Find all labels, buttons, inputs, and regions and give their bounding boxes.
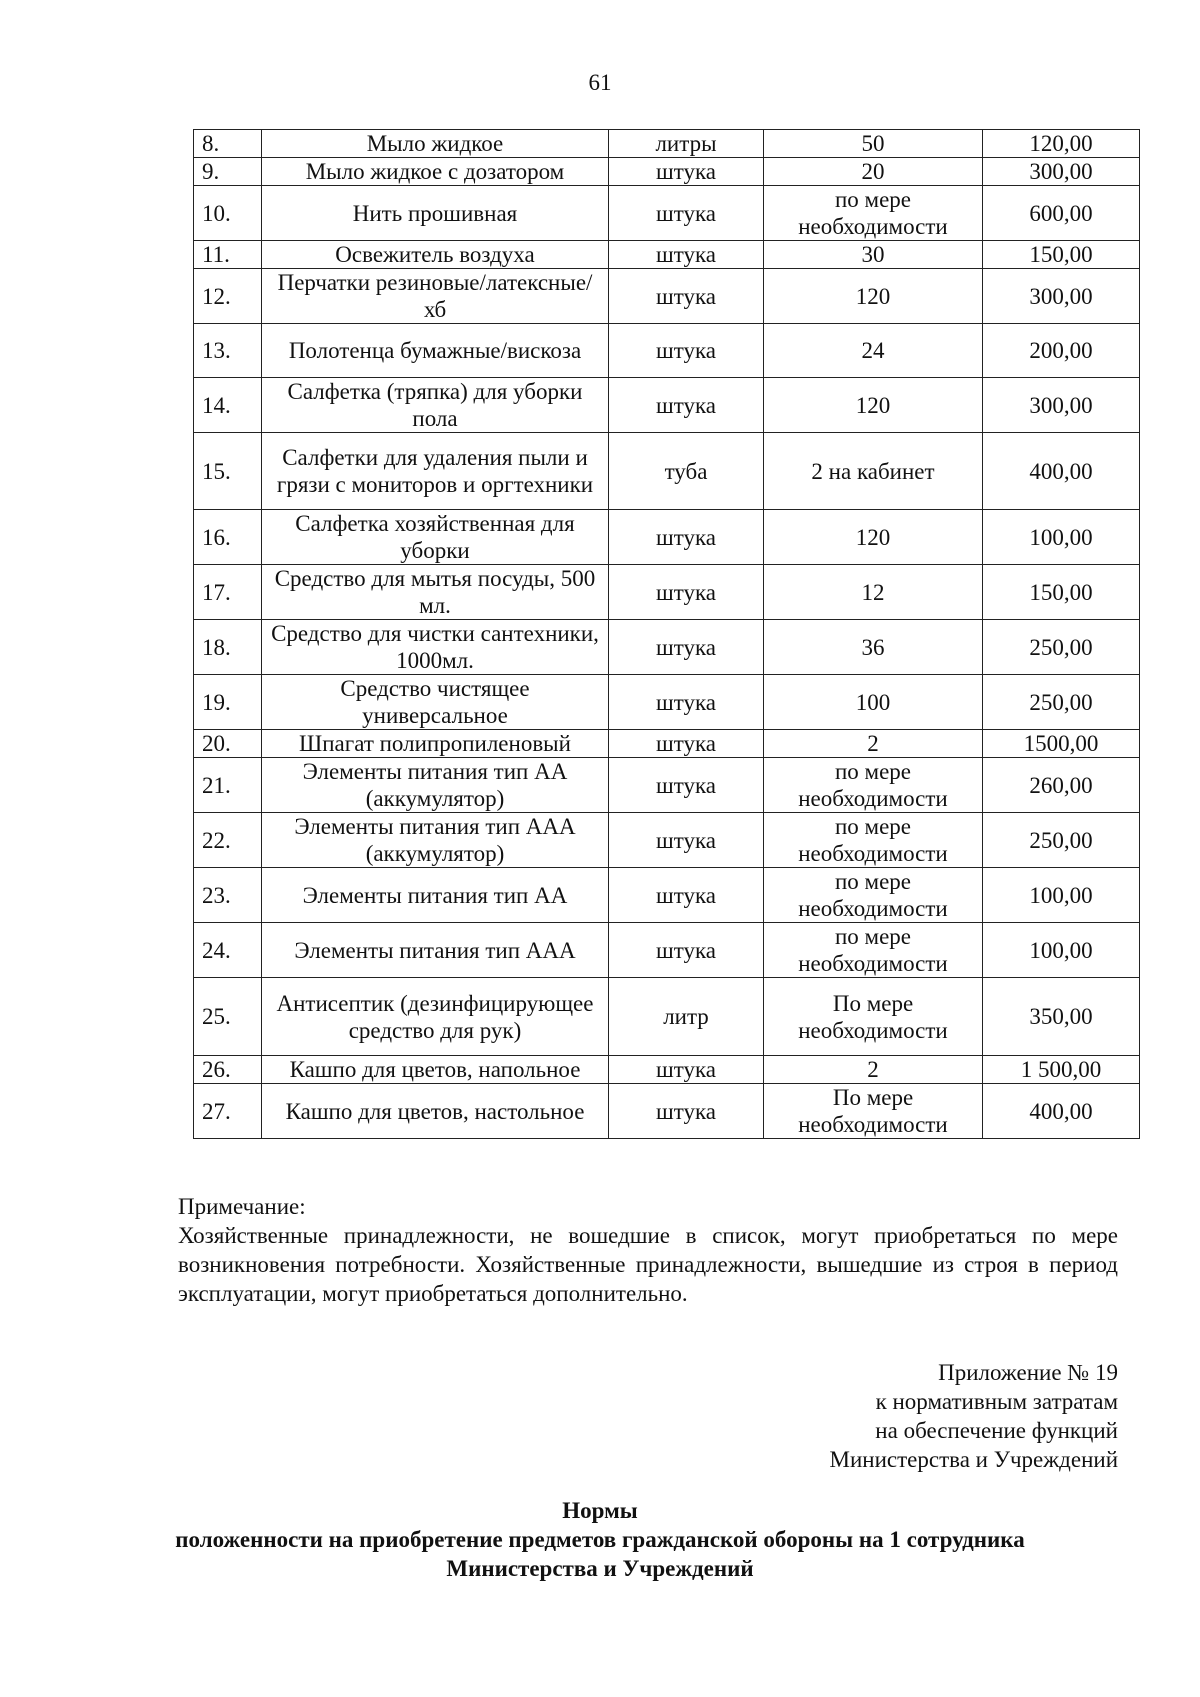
item-unit: штука	[609, 324, 764, 378]
item-quantity: 30	[764, 241, 983, 269]
item-unit: штука	[609, 158, 764, 186]
item-quantity: 120	[764, 378, 983, 433]
table-row	[194, 1056, 1140, 1084]
table-row	[194, 868, 1140, 923]
note-text: Хозяйственные принадлежности, не вошедшие в список, могут приобретаться по мере возникновения потребности. Хозяйственные принадлежности, вышедшие из строя в период эксплуатации, могут приобретаться дополнительно.	[178, 1223, 1118, 1306]
item-price: 150,00	[983, 241, 1140, 269]
item-unit: штука	[609, 675, 764, 730]
item-price: 100,00	[983, 868, 1140, 923]
table-row	[194, 241, 1140, 269]
page-number: 61	[588, 70, 612, 95]
item-quantity: по мере необходимости	[764, 813, 983, 868]
item-price: 300,00	[983, 158, 1140, 186]
item-price: 1500,00	[983, 730, 1140, 758]
item-name: Средство для мытья посуды, 500 мл.	[262, 565, 609, 620]
item-quantity: 100	[764, 675, 983, 730]
table-row	[194, 378, 1140, 433]
item-unit: штука	[609, 758, 764, 813]
item-quantity: 50	[764, 130, 983, 158]
item-name: Перчатки резиновые/латексные/хб	[262, 269, 609, 324]
item-unit: штука	[609, 620, 764, 675]
item-price: 260,00	[983, 758, 1140, 813]
item-name: Кашпо для цветов, напольное	[262, 1056, 609, 1084]
item-name: Элементы питания тип ААА (аккумулятор)	[262, 813, 609, 868]
row-number: 26.	[194, 1056, 262, 1084]
item-name: Антисептик (дезинфицирующее средство для рук)	[262, 978, 609, 1056]
item-name: Шпагат полипропиленовый	[262, 730, 609, 758]
item-name: Элементы питания тип АА	[262, 868, 609, 923]
item-quantity: 120	[764, 510, 983, 565]
row-number: 24.	[194, 923, 262, 978]
item-unit: штука	[609, 241, 764, 269]
item-name: Салфетка хозяйственная для уборки	[262, 510, 609, 565]
row-number: 15.	[194, 433, 262, 510]
item-name: Элементы питания тип АА (аккумулятор)	[262, 758, 609, 813]
table-row	[194, 758, 1140, 813]
title-line: Нормы	[562, 1498, 638, 1523]
supplies-table	[193, 129, 1140, 1139]
item-price: 400,00	[983, 1084, 1140, 1139]
table-body	[194, 130, 1140, 1139]
row-number: 16.	[194, 510, 262, 565]
note-title: Примечание:	[178, 1194, 306, 1219]
note-block	[178, 1192, 1118, 1308]
table-row	[194, 510, 1140, 565]
row-number: 9.	[194, 158, 262, 186]
item-name: Нить прошивная	[262, 186, 609, 241]
row-number: 23.	[194, 868, 262, 923]
item-unit: штука	[609, 813, 764, 868]
item-price: 120,00	[983, 130, 1140, 158]
item-quantity: 120	[764, 269, 983, 324]
item-quantity: по мере необходимости	[764, 923, 983, 978]
item-quantity: по мере необходимости	[764, 758, 983, 813]
item-quantity: По мере необходимости	[764, 1084, 983, 1139]
appendix-line: к нормативным затратам	[875, 1389, 1118, 1414]
row-number: 14.	[194, 378, 262, 433]
table-row	[194, 158, 1140, 186]
item-quantity: 24	[764, 324, 983, 378]
item-quantity: 36	[764, 620, 983, 675]
item-unit: штука	[609, 730, 764, 758]
table-row	[194, 730, 1140, 758]
item-price: 150,00	[983, 565, 1140, 620]
item-price: 250,00	[983, 620, 1140, 675]
table-row	[194, 978, 1140, 1056]
title-line: Министерства и Учреждений	[446, 1556, 754, 1581]
item-name: Кашпо для цветов, настольное	[262, 1084, 609, 1139]
appendix-line: Приложение № 19	[938, 1360, 1118, 1385]
item-unit: штука	[609, 1084, 764, 1139]
item-price: 200,00	[983, 324, 1140, 378]
item-quantity: 2	[764, 730, 983, 758]
item-price: 1 500,00	[983, 1056, 1140, 1084]
item-unit: литр	[609, 978, 764, 1056]
row-number: 22.	[194, 813, 262, 868]
item-name: Средство чистящее универсальное	[262, 675, 609, 730]
appendix-reference	[618, 1358, 1118, 1474]
row-number: 13.	[194, 324, 262, 378]
item-unit: туба	[609, 433, 764, 510]
item-unit: штука	[609, 378, 764, 433]
item-unit: литры	[609, 130, 764, 158]
table-row	[194, 324, 1140, 378]
row-number: 18.	[194, 620, 262, 675]
item-name: Мыло жидкое	[262, 130, 609, 158]
row-number: 21.	[194, 758, 262, 813]
item-unit: штука	[609, 1056, 764, 1084]
item-quantity: 2	[764, 1056, 983, 1084]
item-price: 400,00	[983, 433, 1140, 510]
item-price: 100,00	[983, 510, 1140, 565]
table-row	[194, 269, 1140, 324]
item-unit: штука	[609, 868, 764, 923]
table-row	[194, 186, 1140, 241]
item-quantity: По мере необходимости	[764, 978, 983, 1056]
item-name: Элементы питания тип ААА	[262, 923, 609, 978]
item-unit: штука	[609, 269, 764, 324]
row-number: 17.	[194, 565, 262, 620]
table-row	[194, 813, 1140, 868]
item-price: 350,00	[983, 978, 1140, 1056]
row-number: 8.	[194, 130, 262, 158]
item-price: 600,00	[983, 186, 1140, 241]
item-price: 300,00	[983, 378, 1140, 433]
item-name: Освежитель воздуха	[262, 241, 609, 269]
item-name: Салфетка (тряпка) для уборки пола	[262, 378, 609, 433]
item-quantity: по мере необходимости	[764, 186, 983, 241]
section-title	[0, 1496, 1200, 1583]
row-number: 19.	[194, 675, 262, 730]
appendix-line: на обеспечение функций	[875, 1418, 1118, 1443]
row-number: 11.	[194, 241, 262, 269]
appendix-line: Министерства и Учреждений	[829, 1447, 1118, 1472]
item-name: Салфетки для удаления пыли и грязи с мониторов и оргтехники	[262, 433, 609, 510]
item-price: 300,00	[983, 269, 1140, 324]
table-row	[194, 433, 1140, 510]
row-number: 12.	[194, 269, 262, 324]
table-row	[194, 1084, 1140, 1139]
item-quantity: по мере необходимости	[764, 868, 983, 923]
title-line: положенности на приобретение предметов гражданской обороны на 1 сотрудника	[175, 1527, 1025, 1552]
item-quantity: 12	[764, 565, 983, 620]
item-price: 250,00	[983, 675, 1140, 730]
item-quantity: 20	[764, 158, 983, 186]
row-number: 20.	[194, 730, 262, 758]
item-unit: штука	[609, 186, 764, 241]
item-unit: штука	[609, 923, 764, 978]
row-number: 25.	[194, 978, 262, 1056]
table-row	[194, 620, 1140, 675]
item-unit: штука	[609, 565, 764, 620]
item-unit: штука	[609, 510, 764, 565]
row-number: 27.	[194, 1084, 262, 1139]
table-row	[194, 675, 1140, 730]
table-row	[194, 565, 1140, 620]
item-price: 250,00	[983, 813, 1140, 868]
item-name: Мыло жидкое с дозатором	[262, 158, 609, 186]
table-row	[194, 923, 1140, 978]
item-quantity: 2 на кабинет	[764, 433, 983, 510]
item-name: Полотенца бумажные/вискоза	[262, 324, 609, 378]
item-price: 100,00	[983, 923, 1140, 978]
row-number: 10.	[194, 186, 262, 241]
table-row	[194, 130, 1140, 158]
item-name: Средство для чистки сантехники, 1000мл.	[262, 620, 609, 675]
